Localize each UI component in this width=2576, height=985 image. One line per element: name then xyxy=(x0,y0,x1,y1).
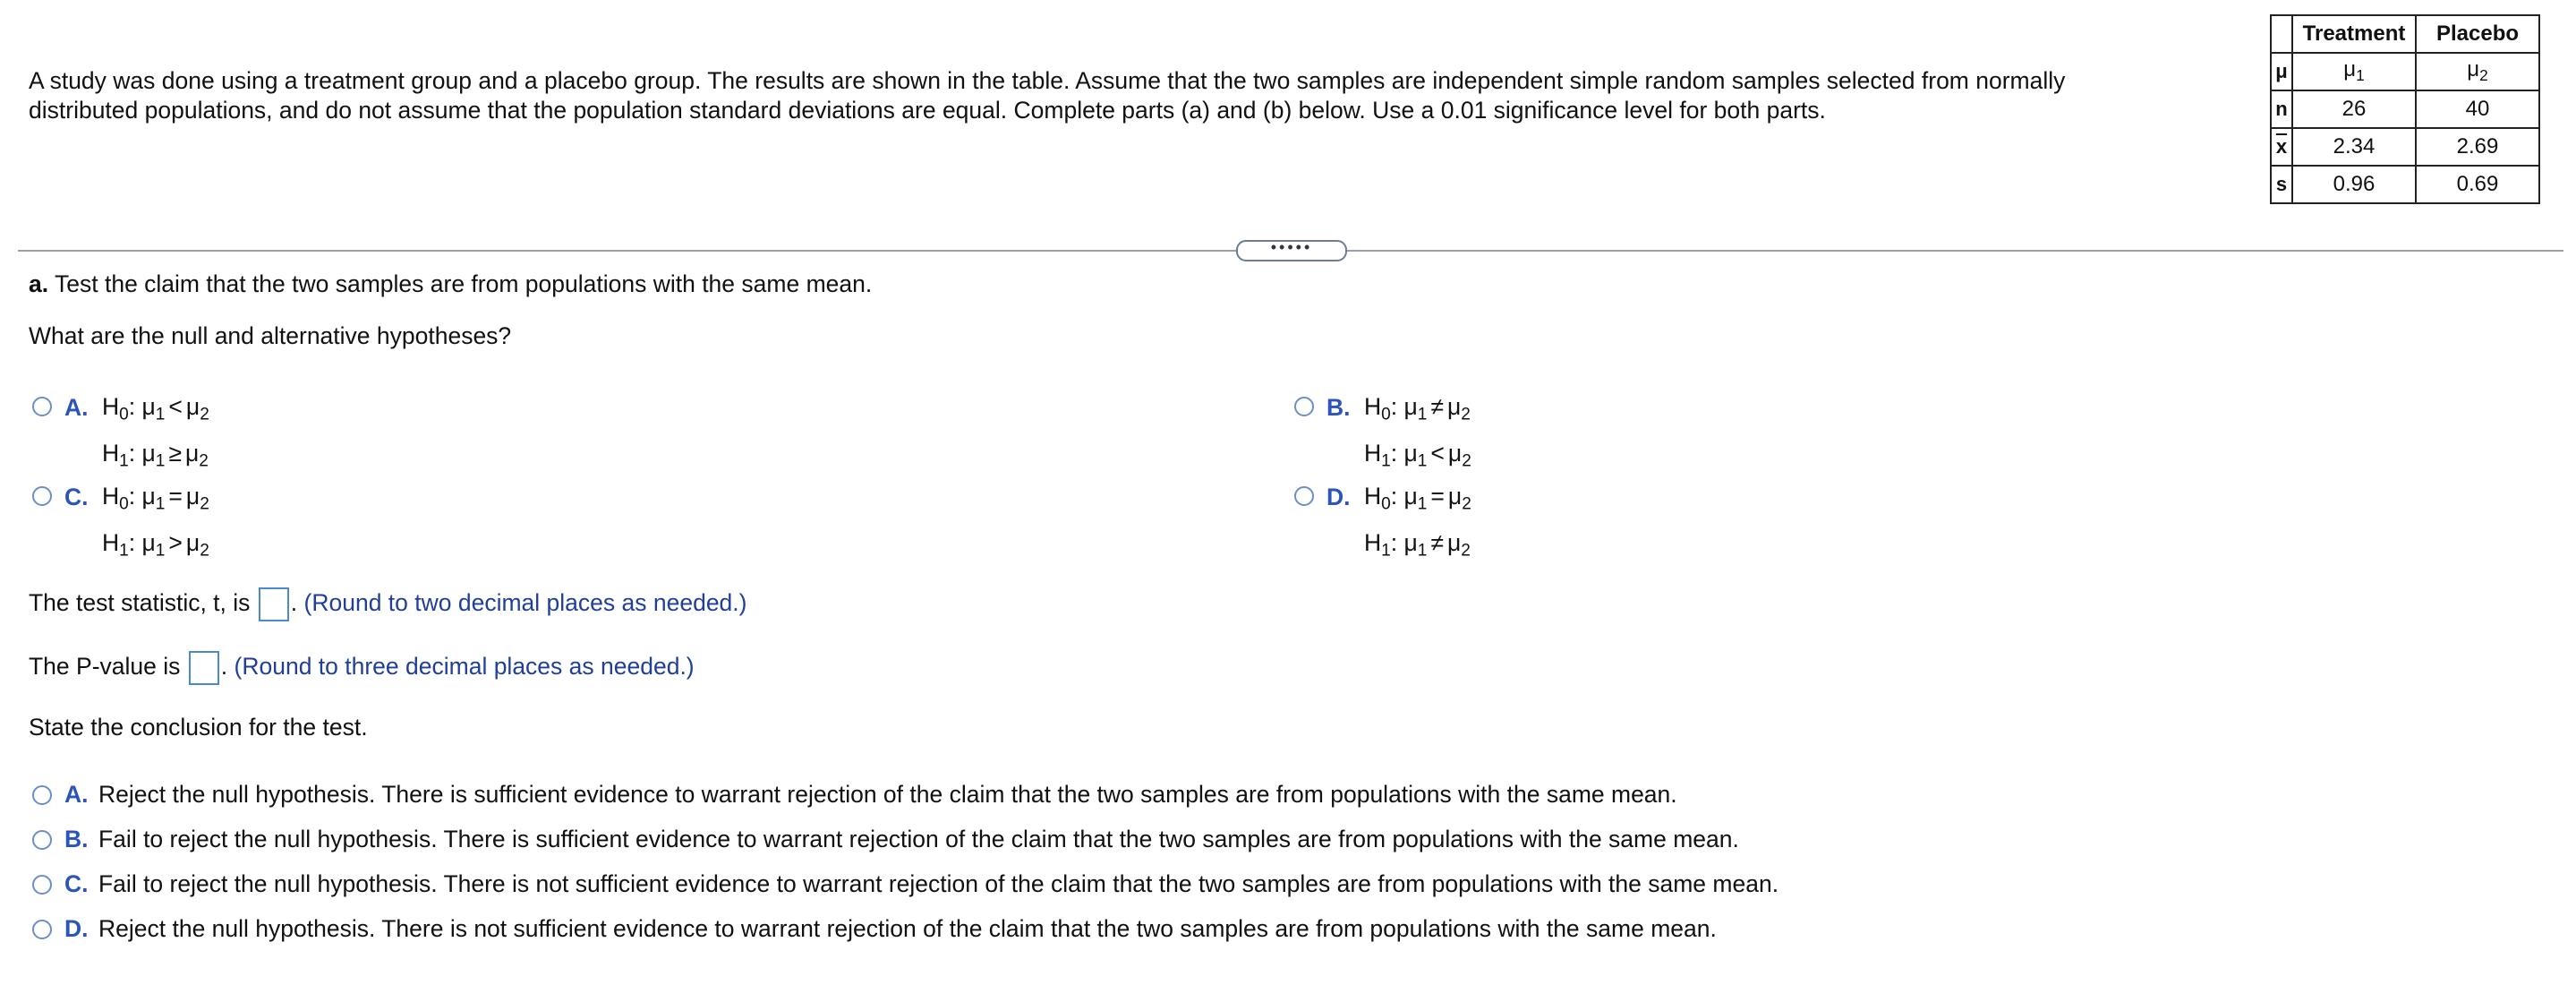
cell-mu-placebo: $\mu_2$ xyxy=(2416,53,2539,90)
hypothesis-option-a[interactable]: A. $H_0$: $\mu_1 < \mu_2$ $H_1$: $\mu_1 \ge \mu_2$ xyxy=(32,394,209,480)
table-row xyxy=(2271,128,2539,166)
radio-button[interactable] xyxy=(32,920,52,939)
conclusion-option-a[interactable] xyxy=(32,781,1677,809)
conclusion-option-b[interactable] xyxy=(32,826,1739,853)
header-treatment: Treatment xyxy=(2292,15,2416,53)
option-letter: B. xyxy=(1326,394,1351,421)
radio-button[interactable] xyxy=(32,875,52,895)
cell-n-placebo: 40 xyxy=(2416,90,2539,128)
cell-xbar-treatment: 2.34 xyxy=(2292,128,2416,166)
conclusion-text: Reject the null hypothesis. There is not sufficient evidence to warrant rejection of the claim that the two samples are from populations with the same mean. xyxy=(98,915,1717,942)
pvalue-input[interactable] xyxy=(189,651,219,685)
row-label-n: n xyxy=(2271,90,2292,128)
option-letter: A. xyxy=(64,394,89,421)
radio-button[interactable] xyxy=(1294,397,1314,416)
conclusion-prompt: State the conclusion for the test. xyxy=(29,714,368,741)
option-letter: A. xyxy=(64,781,89,808)
hypothesis-option-d[interactable]: D. $H_0$: $\mu_1 = \mu_2$ $H_1$: $\mu_1 \ne \mu_2$ xyxy=(1294,484,1471,570)
pvalue-hint: (Round to three decimal places as needed.) xyxy=(234,653,695,680)
hypotheses-question: What are the null and alternative hypotheses? xyxy=(29,322,512,349)
option-letter: C. xyxy=(64,484,89,510)
conclusion-text: Reject the null hypothesis. There is sufficient evidence to warrant rejection of the claim that the two samples are from populations with the same mean. xyxy=(98,781,1677,808)
option-letter: D. xyxy=(1326,484,1351,510)
cell-mu-treatment: $\mu_1$ xyxy=(2292,53,2416,90)
conclusion-text: Fail to reject the null hypothesis. There is sufficient evidence to warrant rejection of the claim that the two samples are from populations with the same mean. xyxy=(98,826,1739,852)
table-corner xyxy=(2271,15,2292,53)
table-row xyxy=(2271,53,2539,90)
radio-button[interactable] xyxy=(1294,486,1314,506)
hypothesis-option-b[interactable]: B. $H_0$: $\mu_1 \ne \mu_2$ $H_1$: $\mu_1 < \mu_2$ xyxy=(1294,394,1471,480)
table-row xyxy=(2271,90,2539,128)
row-label-s: s xyxy=(2271,166,2292,203)
problem-statement: A study was done using a treatment group and a placebo group. The results are shown in the table. Assume that the two samples are independent simple random samples selected from normally distributed populations, and do not assume that the population standard deviations are equal. Complete parts (a) and (b) below. Use a 0.01 significance level for both parts. xyxy=(29,67,2066,124)
part-a-label: a. xyxy=(29,270,49,297)
cell-s-treatment: 0.96 xyxy=(2292,166,2416,203)
row-label-mu: μ xyxy=(2271,53,2292,90)
conclusion-text: Fail to reject the null hypothesis. There is not sufficient evidence to warrant rejection of the claim that the two samples are from populations with the same mean. xyxy=(98,870,1779,897)
hypothesis-option-c[interactable]: C. $H_0$: $\mu_1 = \mu_2$ $H_1$: $\mu_1 > \mu_2$ xyxy=(32,484,209,570)
header-placebo: Placebo xyxy=(2416,15,2539,53)
cell-xbar-placebo: 2.69 xyxy=(2416,128,2539,166)
option-letter: B. xyxy=(64,826,89,852)
option-letter: C. xyxy=(64,870,89,897)
radio-button[interactable] xyxy=(32,486,52,506)
expand-collapse-button[interactable]: ••••• xyxy=(1236,240,1347,261)
option-letter: D. xyxy=(64,915,89,942)
conclusion-option-d[interactable] xyxy=(32,915,1717,943)
conclusion-option-c[interactable] xyxy=(32,870,1778,898)
radio-button[interactable] xyxy=(32,397,52,416)
test-statistic-hint: (Round to two decimal places as needed.) xyxy=(303,589,747,616)
pvalue-row: The P-value is . (Round to three decimal places as needed.) xyxy=(29,651,695,685)
test-statistic-row: The test statistic, t, is . (Round to two decimal places as needed.) xyxy=(29,587,746,621)
radio-button[interactable] xyxy=(32,830,52,850)
row-label-xbar: $\overline{x}$ xyxy=(2271,128,2292,166)
cell-s-placebo: 0.69 xyxy=(2416,166,2539,203)
test-statistic-input[interactable] xyxy=(259,587,289,621)
data-table xyxy=(2270,14,2540,204)
cell-n-treatment: 26 xyxy=(2292,90,2416,128)
part-a-prompt: a. Test the claim that the two samples are from populations with the same mean. xyxy=(29,270,873,297)
radio-button[interactable] xyxy=(32,785,52,805)
table-row xyxy=(2271,166,2539,203)
